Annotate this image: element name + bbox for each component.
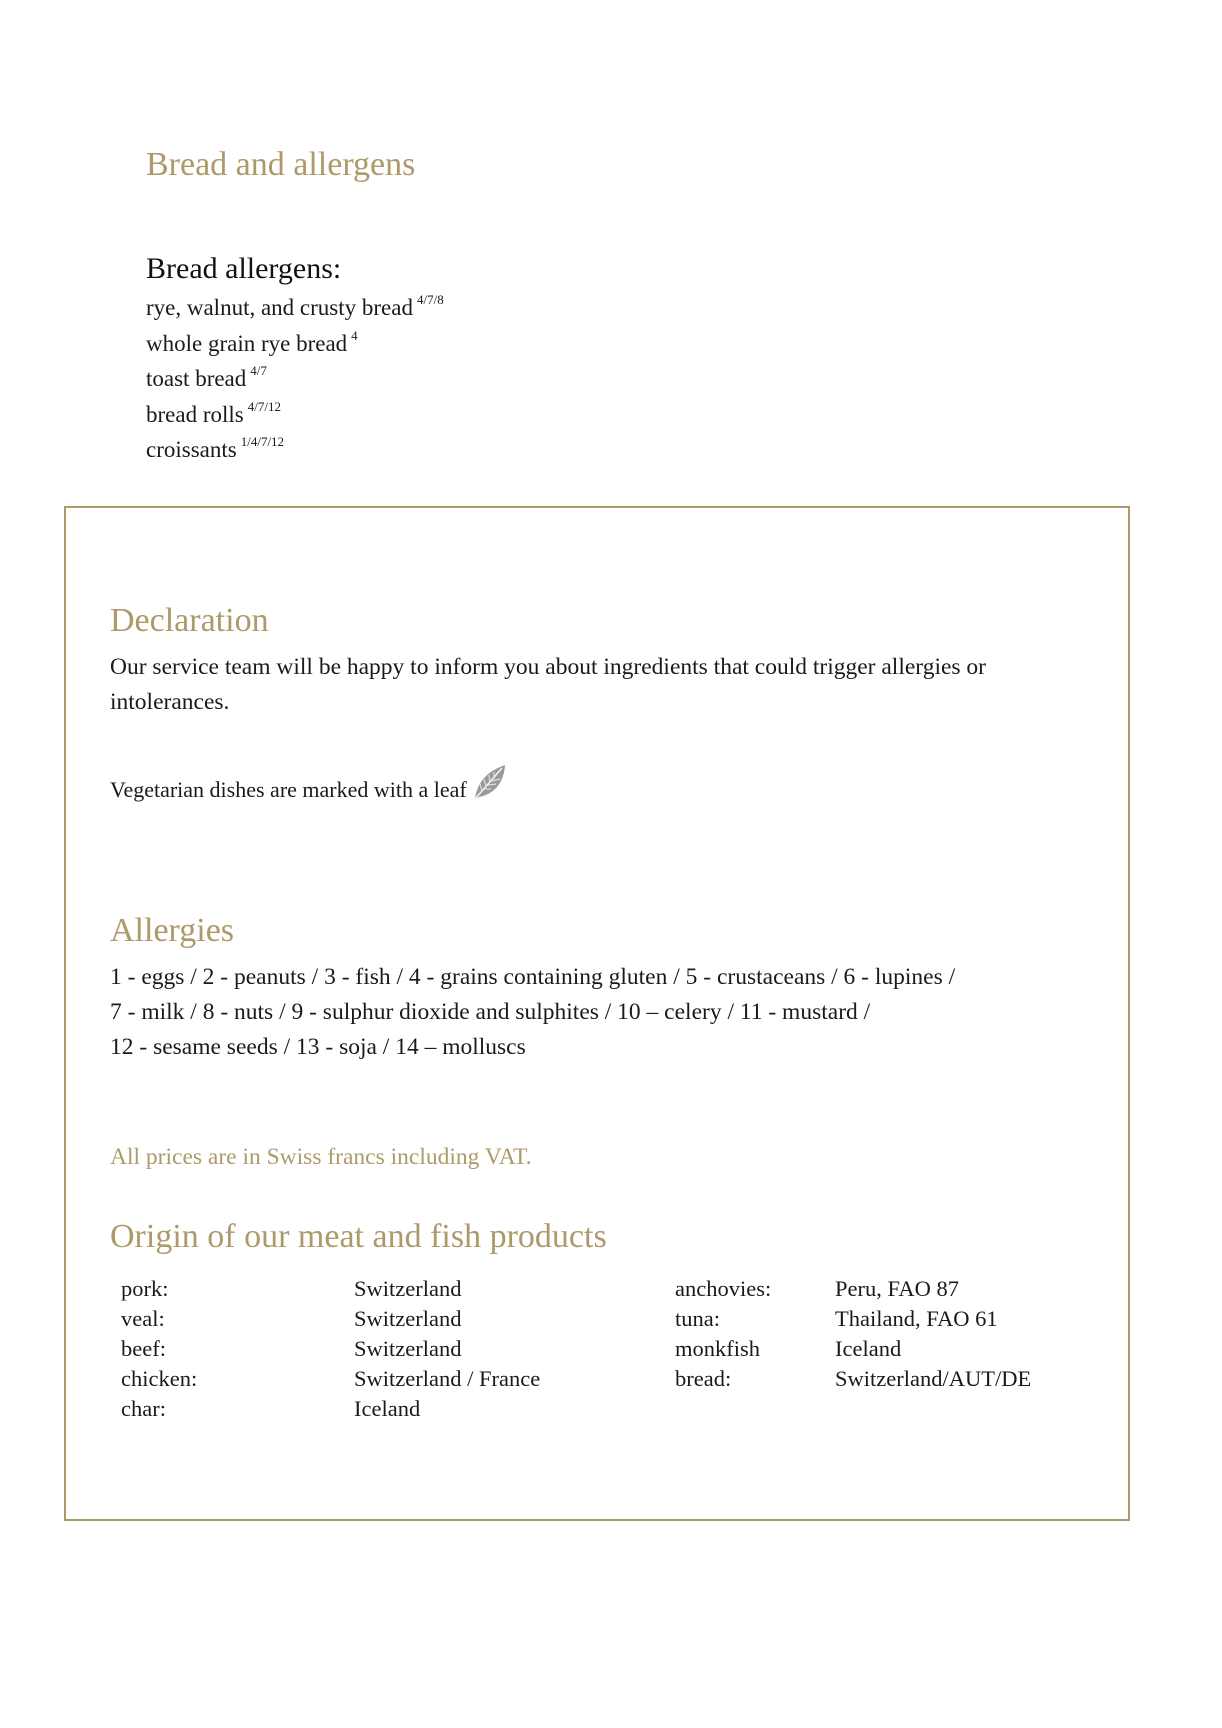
origin-country: Switzerland / France [354, 1366, 541, 1391]
origin-product: chicken: [121, 1366, 198, 1391]
vegetarian-note-text: Vegetarian dishes are marked with a leaf [110, 777, 467, 802]
allergies-line: 1 - eggs / 2 - peanuts / 3 - fish / 4 - grains containing gluten / 5 - crustaceans / 6 - lupines / [110, 964, 956, 990]
origin-countries-left [354, 1274, 654, 1424]
bread-item [146, 328, 444, 364]
allergies-line: 7 - milk / 8 - nuts / 9 - sulphur dioxide and sulphites / 10 – celery / 11 - mustard / [110, 999, 871, 1025]
leaf-icon [471, 762, 509, 802]
bread-allergens-section [146, 252, 444, 470]
bread-item-name: whole grain rye bread [146, 330, 348, 356]
origin-country: Switzerland [354, 1306, 462, 1331]
origin-country: Switzerland [354, 1276, 462, 1301]
allergen-codes: 4 [351, 327, 358, 343]
origin-product: pork: [121, 1276, 169, 1301]
bread-item-name: rye, walnut, and crusty bread [146, 295, 413, 320]
origin-country: Iceland [354, 1396, 421, 1421]
info-box [64, 506, 1130, 1521]
allergen-codes: 4/7 [250, 363, 267, 378]
origin-product: char: [121, 1396, 166, 1421]
bread-allergens-subtitle: Bread allergens: [146, 252, 342, 285]
allergies-list [110, 960, 1098, 1065]
bread-list [146, 292, 444, 470]
bread-item-name: bread rolls [146, 401, 244, 427]
origin-product: bread: [675, 1366, 732, 1391]
declaration-text: Our service team will be happy to inform you about ingredients that could trigger allergies or intolerances. [110, 654, 987, 715]
origin-product: veal: [121, 1306, 165, 1331]
allergen-codes: 1/4/7/12 [240, 434, 285, 449]
origin-product: anchovies: [675, 1276, 772, 1301]
allergies-line: 12 - sesame seeds / 13 - soja / 14 – molluscs [110, 1034, 526, 1060]
origin-product: beef: [121, 1336, 166, 1361]
allergies-title: Allergies [110, 912, 235, 949]
origin-product: tuna: [675, 1306, 720, 1331]
declaration-section [110, 602, 1098, 720]
origin-countries-right [835, 1274, 1095, 1394]
bread-item [146, 434, 444, 470]
allergies-section [110, 912, 1098, 1065]
prices-note: All prices are in Swiss francs including VAT. [110, 1144, 532, 1170]
bread-item-name: croissants [146, 437, 237, 462]
bread-item [146, 363, 444, 399]
bread-item-name: toast bread [146, 366, 247, 391]
origin-country: Thailand, FAO 61 [835, 1306, 998, 1331]
origin-product: monkfish [675, 1336, 761, 1361]
origin-country: Switzerland/AUT/DE [835, 1366, 1032, 1391]
origin-country: Switzerland [354, 1336, 462, 1361]
declaration-title: Declaration [110, 602, 269, 639]
origin-country: Peru, FAO 87 [835, 1276, 959, 1301]
allergen-codes: 4/7/12 [247, 398, 281, 414]
origin-products-right [675, 1274, 835, 1394]
origin-products-left [121, 1274, 351, 1424]
vegetarian-note [110, 770, 1098, 810]
bread-item [146, 399, 444, 435]
page-title: Bread and allergens [146, 146, 416, 183]
allergen-codes: 4/7/8 [416, 292, 444, 307]
origin-section [110, 1218, 1098, 1421]
origin-country: Iceland [835, 1336, 902, 1361]
origin-title: Origin of our meat and fish products [110, 1218, 607, 1255]
bread-item [146, 292, 444, 328]
